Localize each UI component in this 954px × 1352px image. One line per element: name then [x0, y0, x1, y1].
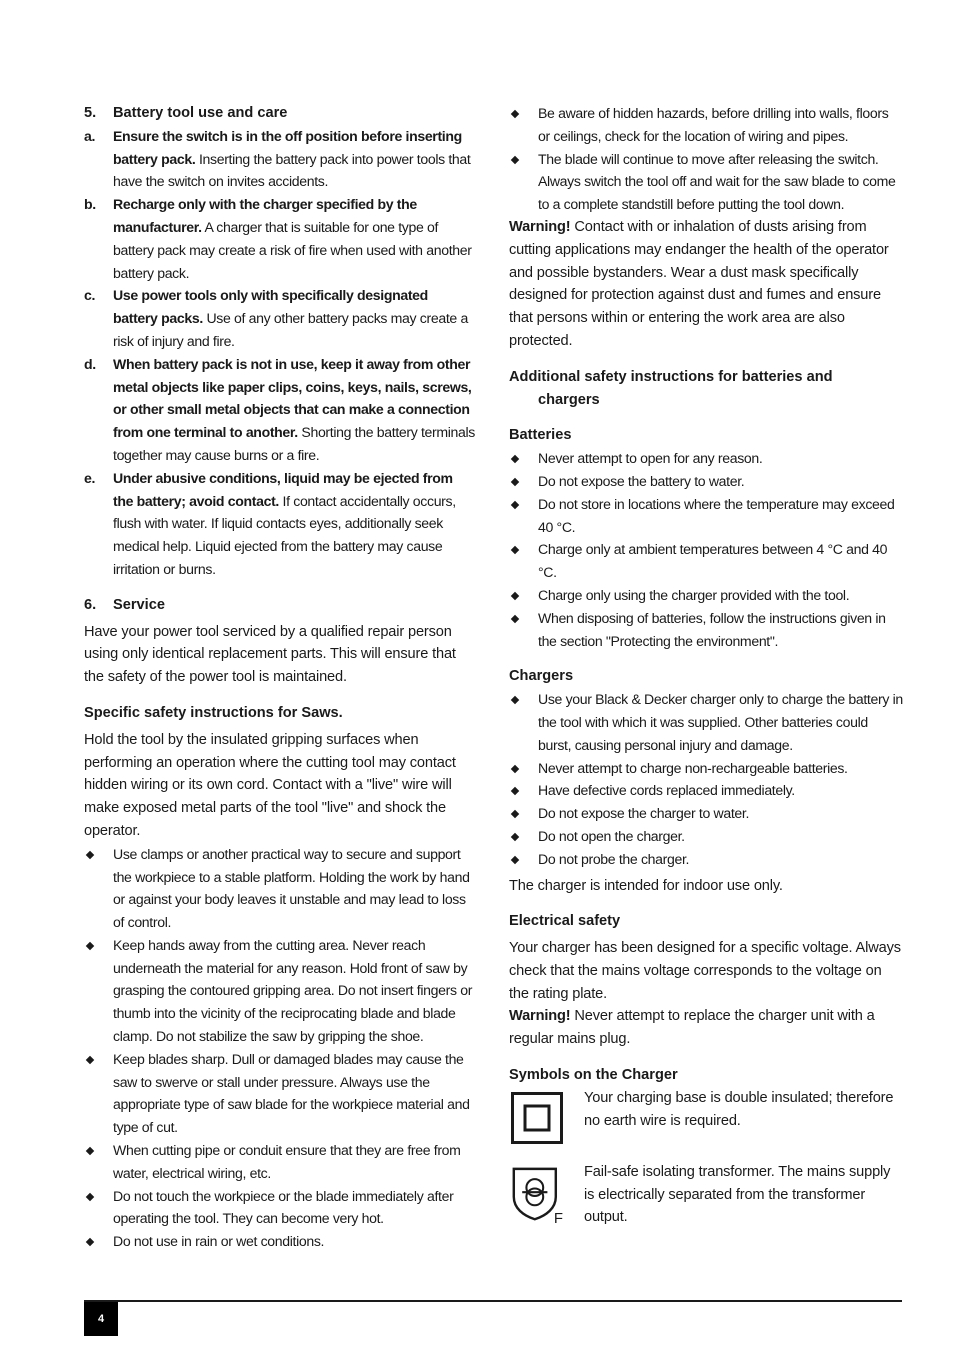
list-item-bold: Ensure the switch is in the off position before inserting battery pack. [113, 127, 462, 167]
bullet-diamond-icon [86, 1238, 94, 1246]
bullet-text: Never attempt to open for any reason. [538, 450, 763, 467]
list-item [84, 1230, 476, 1253]
list-item-bold: When battery pack is not in use, keep it away from other metal objects like paper clips, coins, keys, nails, screws, or other small metal objects that can make a connection from one terminal to another. [113, 355, 472, 441]
list-item-bold: Use power tools only with specifically designated battery packs. [113, 287, 428, 327]
page-number: 4 [84, 1302, 118, 1336]
bullet-diamond-icon [86, 1192, 94, 1200]
warning-text: Contact with or inhalation of dusts arising from cutting applications may endanger the health of the operator and possible bystanders. Wear a dust mask specifically designed for protection against dust and fumes and ensure that persons within or entering the work area are also protected. [509, 218, 889, 349]
list-marker: a. [84, 127, 96, 144]
list-item [509, 825, 903, 848]
symbol-description: Fail-safe isolating transformer. The mains supply is electrically separated from the transformer output. [584, 1163, 891, 1226]
list-item [509, 148, 903, 216]
bullet-diamond-icon [511, 110, 519, 118]
list-item [509, 493, 903, 539]
warning-text: Never attempt to replace the charger unit with a regular mains plug. [509, 1008, 875, 1048]
list-marker: c. [84, 287, 96, 304]
bullet-diamond-icon [86, 1056, 94, 1064]
list-item [509, 607, 903, 653]
bullet-text: When cutting pipe or conduit ensure that they are free from water, electrical wiring, etc. [113, 1142, 461, 1181]
bullet-diamond-icon [511, 501, 519, 509]
bullet-text: Have defective cords replaced immediately. [538, 782, 795, 799]
bullet-text: Do not open the charger. [538, 827, 685, 844]
left-column [84, 102, 476, 1253]
bullet-diamond-icon [511, 696, 519, 704]
section-6-heading [84, 594, 476, 617]
bullet-diamond-icon [511, 787, 519, 795]
section-title: Battery tool use and care [113, 105, 288, 121]
bullet-text: Charge only using the charger provided with the tool. [538, 586, 850, 603]
list-item-text: Use of any other battery packs may create a risk of injury and fire. [113, 310, 468, 349]
electrical-safety-heading: Electrical safety [509, 913, 621, 930]
list-item [509, 538, 903, 584]
chargers-heading: Chargers [509, 668, 574, 685]
bullet-diamond-icon [511, 155, 519, 163]
list-item-c [84, 284, 476, 352]
list-item-a [84, 125, 476, 193]
heading-line: chargers [538, 391, 600, 408]
bullet-diamond-icon [511, 810, 519, 818]
list-item-text: Inserting the battery pack into power tools that have the switch on invites accidents. [113, 150, 471, 190]
bullet-diamond-icon [511, 855, 519, 863]
list-item [84, 934, 476, 1048]
section-number: 6. [84, 596, 97, 613]
transformer-letter: F [553, 1209, 564, 1226]
bullet-text: Do not use in rain or wet conditions. [113, 1233, 325, 1250]
double-insulated-icon [511, 1092, 563, 1144]
section-title: Service [113, 596, 165, 613]
bullet-text: Keep blades sharp. Dull or damaged blades may cause the saw to swerve or stall under pressure. Always use the appropriate type of saw blade for the workpiece material and type of cut. [113, 1050, 470, 1136]
batteries-heading: Batteries [509, 427, 572, 444]
bullet-text: Do not expose the charger to water. [538, 805, 750, 822]
list-item-bold: Recharge only with the charger specified by the manufacturer. [113, 196, 417, 235]
warning-paragraph [509, 216, 903, 353]
list-item-text: Shorting the battery terminals together may cause burns or a fire. [113, 424, 476, 463]
list-item [509, 688, 903, 756]
bullet-diamond-icon [511, 764, 519, 772]
bullet-text: Do not touch the workpiece or the blade immediately after operating the tool. They can become very hot. [113, 1187, 454, 1227]
bullet-text: Charge only at ambient temperatures between 4 °C and 40 °C. [538, 541, 888, 581]
section-5-heading [84, 102, 476, 125]
bullet-text: Use your Black & Decker charger only to charge the battery in the tool with which it was supplied. Other batteries could burst, causing personal injury and damage. [538, 691, 903, 753]
list-marker: b. [84, 196, 96, 213]
list-item [84, 1185, 476, 1231]
warning-label: Warning! [509, 218, 571, 235]
list-item-b [84, 193, 476, 284]
additional-safety-heading [509, 366, 903, 412]
bullet-text: Be aware of hidden hazards, before drilling into walls, floors or ceilings, check for the location of wiring and pipes. [538, 105, 889, 144]
list-item [509, 757, 903, 780]
bullet-diamond-icon [86, 942, 94, 950]
saws-intro: Hold the tool by the insulated gripping surfaces when performing an operation where the cutting tool may contact hidden wiring or its own cord. Contact with a "live" wire will make exposed metal parts of the tool "live" and shock the operator. [84, 731, 456, 839]
list-marker: d. [84, 355, 96, 372]
bullet-diamond-icon [511, 546, 519, 554]
heading-line: Additional safety instructions for batteries and [509, 368, 833, 385]
bullet-diamond-icon [86, 850, 94, 858]
list-item [509, 470, 903, 493]
isolating-transformer-icon [511, 1164, 567, 1226]
list-item [84, 1048, 476, 1139]
bullet-text: Keep hands away from the cutting area. Never reach underneath the material for any reason. Hold front of saw by grasping the contoured gripping area. Do not insert fingers or thumb into the vicinity of the reciprocating blade and blade clamp. Do not stabilize the saw by gripping the shoe. [113, 936, 473, 1045]
symbol-row-double-insulated [509, 1087, 903, 1151]
indoor-use-text: The charger is intended for indoor use only. [509, 877, 783, 894]
bullet-diamond-icon [86, 1147, 94, 1155]
saws-heading: Specific safety instructions for Saws. [84, 704, 343, 721]
list-item-bold: Under abusive conditions, liquid may be ejected from the battery; avoid contact. [113, 469, 453, 509]
section-number: 5. [84, 105, 97, 121]
bullet-diamond-icon [511, 614, 519, 622]
bullet-text: Do not probe the charger. [538, 850, 690, 867]
electrical-safety-text: Your charger has been designed for a specific voltage. Always check that the mains voltage corresponds to the voltage on the rating plate. [509, 940, 901, 1002]
right-column [509, 102, 903, 1229]
bullet-text: When disposing of batteries, follow the instructions given in the section "Protecting the environment". [538, 609, 886, 649]
list-item [509, 779, 903, 802]
list-item [509, 102, 903, 148]
list-item [509, 447, 903, 470]
footer-rule [84, 1300, 902, 1302]
list-item-e [84, 467, 476, 581]
bullet-diamond-icon [511, 455, 519, 463]
symbols-heading: Symbols on the Charger [509, 1067, 678, 1084]
bullet-text: The blade will continue to move after releasing the switch. Always switch the tool off and wait for the saw blade to come to a complete standstill before putting the tool down. [538, 150, 896, 213]
list-item [84, 843, 476, 934]
list-item-d [84, 353, 476, 467]
bullet-text: Do not store in locations where the temperature may exceed 40 °C. [538, 495, 895, 535]
bullet-diamond-icon [511, 478, 519, 486]
bullet-diamond-icon [511, 833, 519, 841]
list-item [509, 802, 903, 825]
service-paragraph: Have your power tool serviced by a qualified repair person using only identical replacement parts. This will ensure that the safety of the power tool is maintained. [84, 623, 456, 686]
list-item [509, 584, 903, 607]
list-marker: e. [84, 469, 96, 486]
symbol-row-isolating-transformer [509, 1161, 903, 1229]
bullet-diamond-icon [511, 592, 519, 600]
bullet-text: Never attempt to charge non-rechargeable batteries. [538, 759, 848, 776]
warning-paragraph [509, 1005, 903, 1051]
list-item [84, 1139, 476, 1185]
list-item-text: A charger that is suitable for one type of battery pack may create a risk of fire when used with another battery pack. [113, 218, 472, 281]
list-item-text: If contact accidentally occurs, flush with water. If liquid contacts eyes, additionally seek medical help. Liquid ejected from the battery may cause irritation or burns. [113, 492, 456, 577]
bullet-text: Use clamps or another practical way to secure and support the workpiece to a stable platform. Holding the work by hand or against your body leaves it unstable and may lead to loss of control. [113, 845, 470, 931]
bullet-text: Do not expose the battery to water. [538, 472, 745, 489]
warning-label: Warning! [509, 1008, 571, 1025]
list-item [509, 848, 903, 871]
symbol-description: Your charging base is double insulated; therefore no earth wire is required. [584, 1089, 894, 1129]
